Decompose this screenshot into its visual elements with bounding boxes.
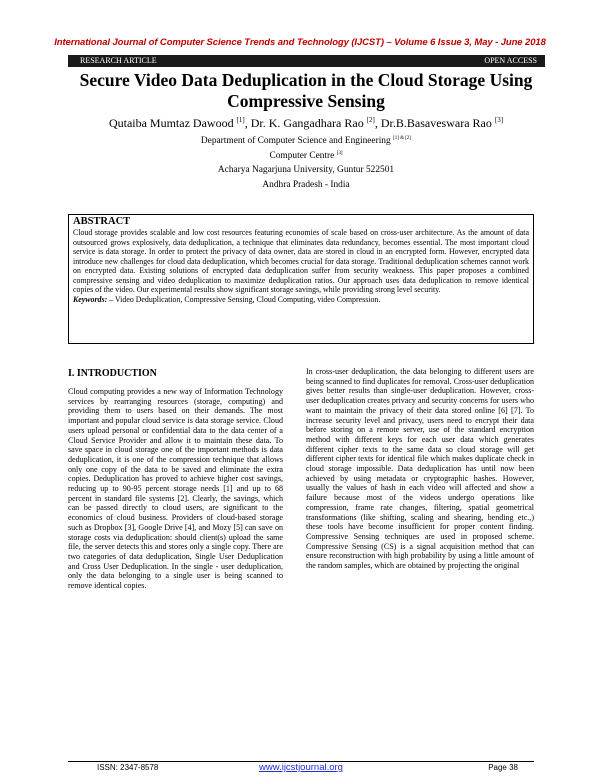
department-mark: [1] & [2] — [393, 136, 412, 141]
affiliation-university: Acharya Nagarjuna University, Guntur 522501 — [217, 165, 395, 175]
author-name: Qutaiba Mumtaz Dawood — [108, 116, 237, 130]
body-paragraph: In cross-user deduplication, the data belonging to different users are being scanned to find duplicates for removal. Cross-user deduplication gives better results than single-user deduplication. However, cross-user deduplication creates privacy and security concerns for users who want to maintain the privacy of their data stored online [6] [7]. To increase security level and privacy, users need to encrypt their data before storing on a remote server, use of the standard encryption method with different keys for each user data which generates different cipher texts to the same data so cloud storage will get different cipher texts for identical file which makes duplicate check in cloud storage impossible. Data deduplication has until now been achieved by using metadata or cryptographic hashes. However, usually the values of hash in each video will affected and show a failure because most of the videos undergo operations like compression, frame rate changes, filtering, spatial geometrical transformations (like shifting, scaling and shearing, bending etc.,) these tools have become insufficient for proper content finding. Compressive Sensing techniques are used in proposed scheme. Compressive Sensing (CS) is a signal acquisition method that can ensure reconstruction with high probability by using a little amount of the random samples, which are obtained by projecting the original — [306, 367, 534, 571]
issn: ISSN: 2347-8578 — [97, 763, 159, 772]
abstract-body: Cloud storage provides scalable and low cost resources featuring economies of scale based on cross-user architecture. As the amount of data outsourced grows explosively, data deduplication, a technique that eliminates data redundancy, becomes essential. The most important cloud service is data storage. In order to protect the privacy of data owner, data are stored in cloud in an encrypted form. However, encrypted data introduce new challenges for cloud data deduplication, which becomes crucial for data storage. Traditional deduplication schemes cannot work on encrypted data. Existing solutions of encrypted data deduplication suffer from security weakness. This paper proposes a combined compressive sensing and video deduplication to maximize deduplication ratios. Our approach uses data deduplication to remove identical copies of the video. Our experimental results show significant storage savings, while providing strong level security. — [73, 228, 529, 295]
department-text: Department of Computer Science and Engineering — [200, 136, 394, 147]
journal-header: International Journal of Computer Science Trends and Technology (IJCST) – Volume 6 Issue 3, May - June 2018 — [54, 37, 546, 48]
author-mark: [1] — [236, 116, 245, 124]
affiliation-centre — [60, 151, 552, 161]
keywords-text: – Video Deduplication, Compressive Sensing, Cloud Computing, video Compression. — [107, 294, 381, 304]
open-access-label: OPEN ACCESS — [484, 56, 537, 65]
left-column — [68, 368, 283, 591]
author-name: , Dr.B.Basaveswara Rao — [374, 116, 495, 130]
centre-text: Computer Centre — [269, 151, 337, 162]
affiliation-department — [60, 136, 552, 146]
author-mark: [3] — [494, 116, 504, 124]
abstract-heading: ABSTRACT — [73, 216, 131, 227]
page-footer — [68, 763, 534, 775]
keywords-label: Keywords: — [73, 294, 108, 304]
author-mark: [2] — [366, 116, 375, 124]
research-article-label: RESEARCH ARTICLE — [80, 56, 157, 65]
centre-mark: [3] — [336, 151, 343, 156]
page-number: Page 38 — [488, 763, 518, 772]
paper-title — [60, 70, 552, 112]
keywords — [73, 295, 529, 305]
section-title: I. INTRODUCTION — [68, 368, 157, 379]
title-line-1: Secure Video Data Deduplication in the Cloud Storage Using — [79, 70, 533, 90]
right-column — [306, 367, 534, 571]
body-paragraph: Cloud computing provides a new way of Information Technology services by rearranging resources (storage, computing) and providing them to users based on their demands. The most important and popular cloud service is data storage service. Cloud users upload personal or confidential data to the data center of a Cloud Service Provider and allow it to maintain these data. To save space in cloud storage one of the important methods is data deduplication, it is one of the compression technique that allows only one copy of the data to be saved and eliminate the extra copies. Deduplication has proved to achieve higher cost savings, reducing up to 90-95 percent storage needs [1] and up to 68 percent in standard file systems [2]. Clearly, the savings, which can be passed directly to cloud users, are significant to the economics of cloud business. Providers of cloud-based storage such as Dropbox [3], Google Drive [4], and Mozy [5] can save on storage costs via deduplication: should client(s) upload the same file, the server detects this and stores only a single copy. There are two categories of data deduplication, Single User Deduplication and Cross User Deduplication. In the single - user deduplication, only the data belonging to a single user is being scanned to remove identical copies. — [68, 387, 283, 591]
author-list — [60, 116, 552, 131]
author-name: , Dr. K. Gangadhara Rao — [244, 116, 367, 130]
title-line-2: Compressive Sensing — [227, 91, 385, 111]
article-type-bar — [68, 55, 545, 67]
journal-website-link[interactable]: www.ijcstjournal.org — [259, 762, 343, 773]
abstract-box — [68, 214, 534, 344]
affiliation-state: Andhra Pradesh - India — [262, 180, 350, 190]
